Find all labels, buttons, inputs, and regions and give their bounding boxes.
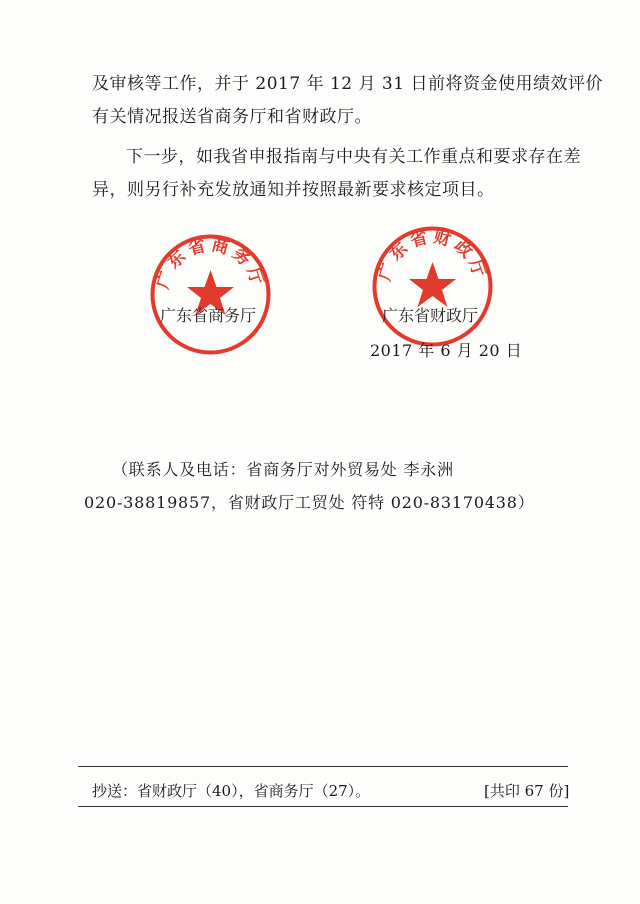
finance-department-seal (370, 224, 495, 349)
document-date: 2017 年 6 月 20 日 (370, 341, 523, 360)
contact-line-1: （联系人及电话：省商务厅对外贸易处 李永洲 (112, 460, 454, 479)
commerce-department-seal (148, 232, 273, 357)
paragraph-1-line-1: 及审核等工作，并于 2017 年 12 月 31 日前将资金使用绩效评价 (92, 74, 603, 94)
left-seal-signatory: 广东省商务厅 (160, 306, 257, 325)
paragraph-2-line-2: 异，则另行补充发放通知并按照最新要求核定项目。 (92, 180, 495, 200)
left-seal-ring-text: 广东省商务厅 (153, 235, 268, 292)
footer-bottom-rule (78, 806, 568, 807)
right-seal-signatory: 广东省财政厅 (382, 306, 479, 325)
print-count: [共印 67 份] (484, 782, 570, 800)
right-seal-ring-text: 广东省财政厅 (375, 227, 490, 284)
cc-list: 抄送：省财政厅（40），省商务厅（27）。 (92, 782, 371, 800)
contact-line-2: 020-38819857，省财政厅工贸处 符特 020-83170438） (84, 493, 535, 512)
footer-top-rule (78, 766, 568, 767)
paragraph-1-line-2: 有关情况报送省商务厅和省财政厅。 (92, 107, 372, 127)
paragraph-2-line-1: 下一步，如我省申报指南与中央有关工作重点和要求存在差 (126, 147, 581, 167)
